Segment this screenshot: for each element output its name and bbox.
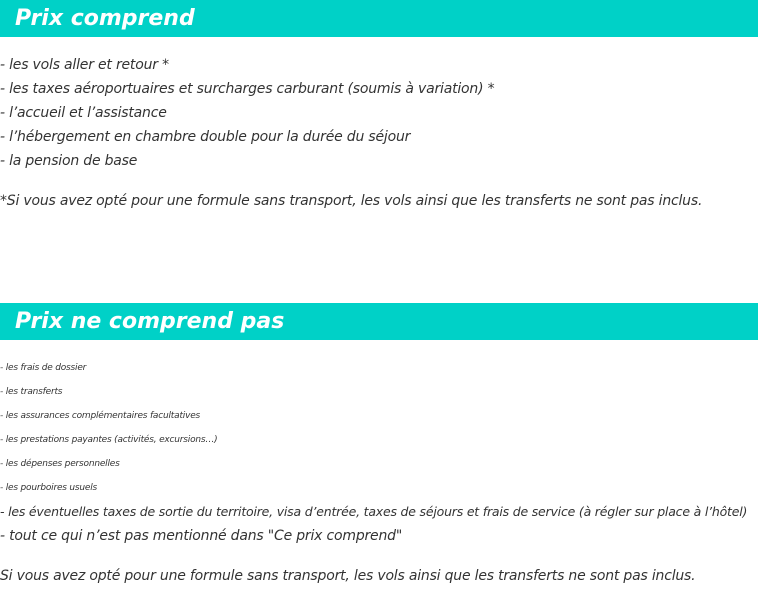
price-includes-list xyxy=(0,53,494,173)
price-includes-note: *Si vous avez opté pour une formule sans transport, les vols ainsi que les transferts ne sont pas inclus. xyxy=(0,193,703,209)
list-item: - les pourboires usuels xyxy=(0,483,98,493)
list-item: - les transferts xyxy=(0,387,63,397)
list-item: - tout ce qui n’est pas mentionné dans "Ce prix comprend" xyxy=(0,528,403,544)
list-item: - les assurances complémentaires facultatives xyxy=(0,411,201,421)
list-item: - l’hébergement en chambre double pour la durée du séjour xyxy=(0,129,411,145)
list-item: - les prestations payantes (activités, excursions…) xyxy=(0,435,218,445)
list-item: - les éventuelles taxes de sortie du territoire, visa d’entrée, taxes de séjours et frais de service (à régler sur place à l’hôtel) xyxy=(0,504,748,519)
price-excludes-note: Si vous avez opté pour une formule sans transport, les vols ainsi que les transferts ne sont pas inclus. xyxy=(0,568,696,584)
section-title-price-includes: Prix comprend xyxy=(0,0,758,37)
list-item: - les frais de dossier xyxy=(0,363,87,373)
list-item: - les taxes aéroportuaires et surcharges carburant (soumis à variation) * xyxy=(0,81,495,97)
section-title-price-excludes: Prix ne comprend pas xyxy=(0,303,758,340)
price-excludes-list xyxy=(0,356,747,548)
list-item: - l’accueil et l’assistance xyxy=(0,105,167,121)
list-item: - les vols aller et retour * xyxy=(0,57,169,73)
list-item: - les dépenses personnelles xyxy=(0,459,120,469)
list-item: - la pension de base xyxy=(0,153,138,169)
